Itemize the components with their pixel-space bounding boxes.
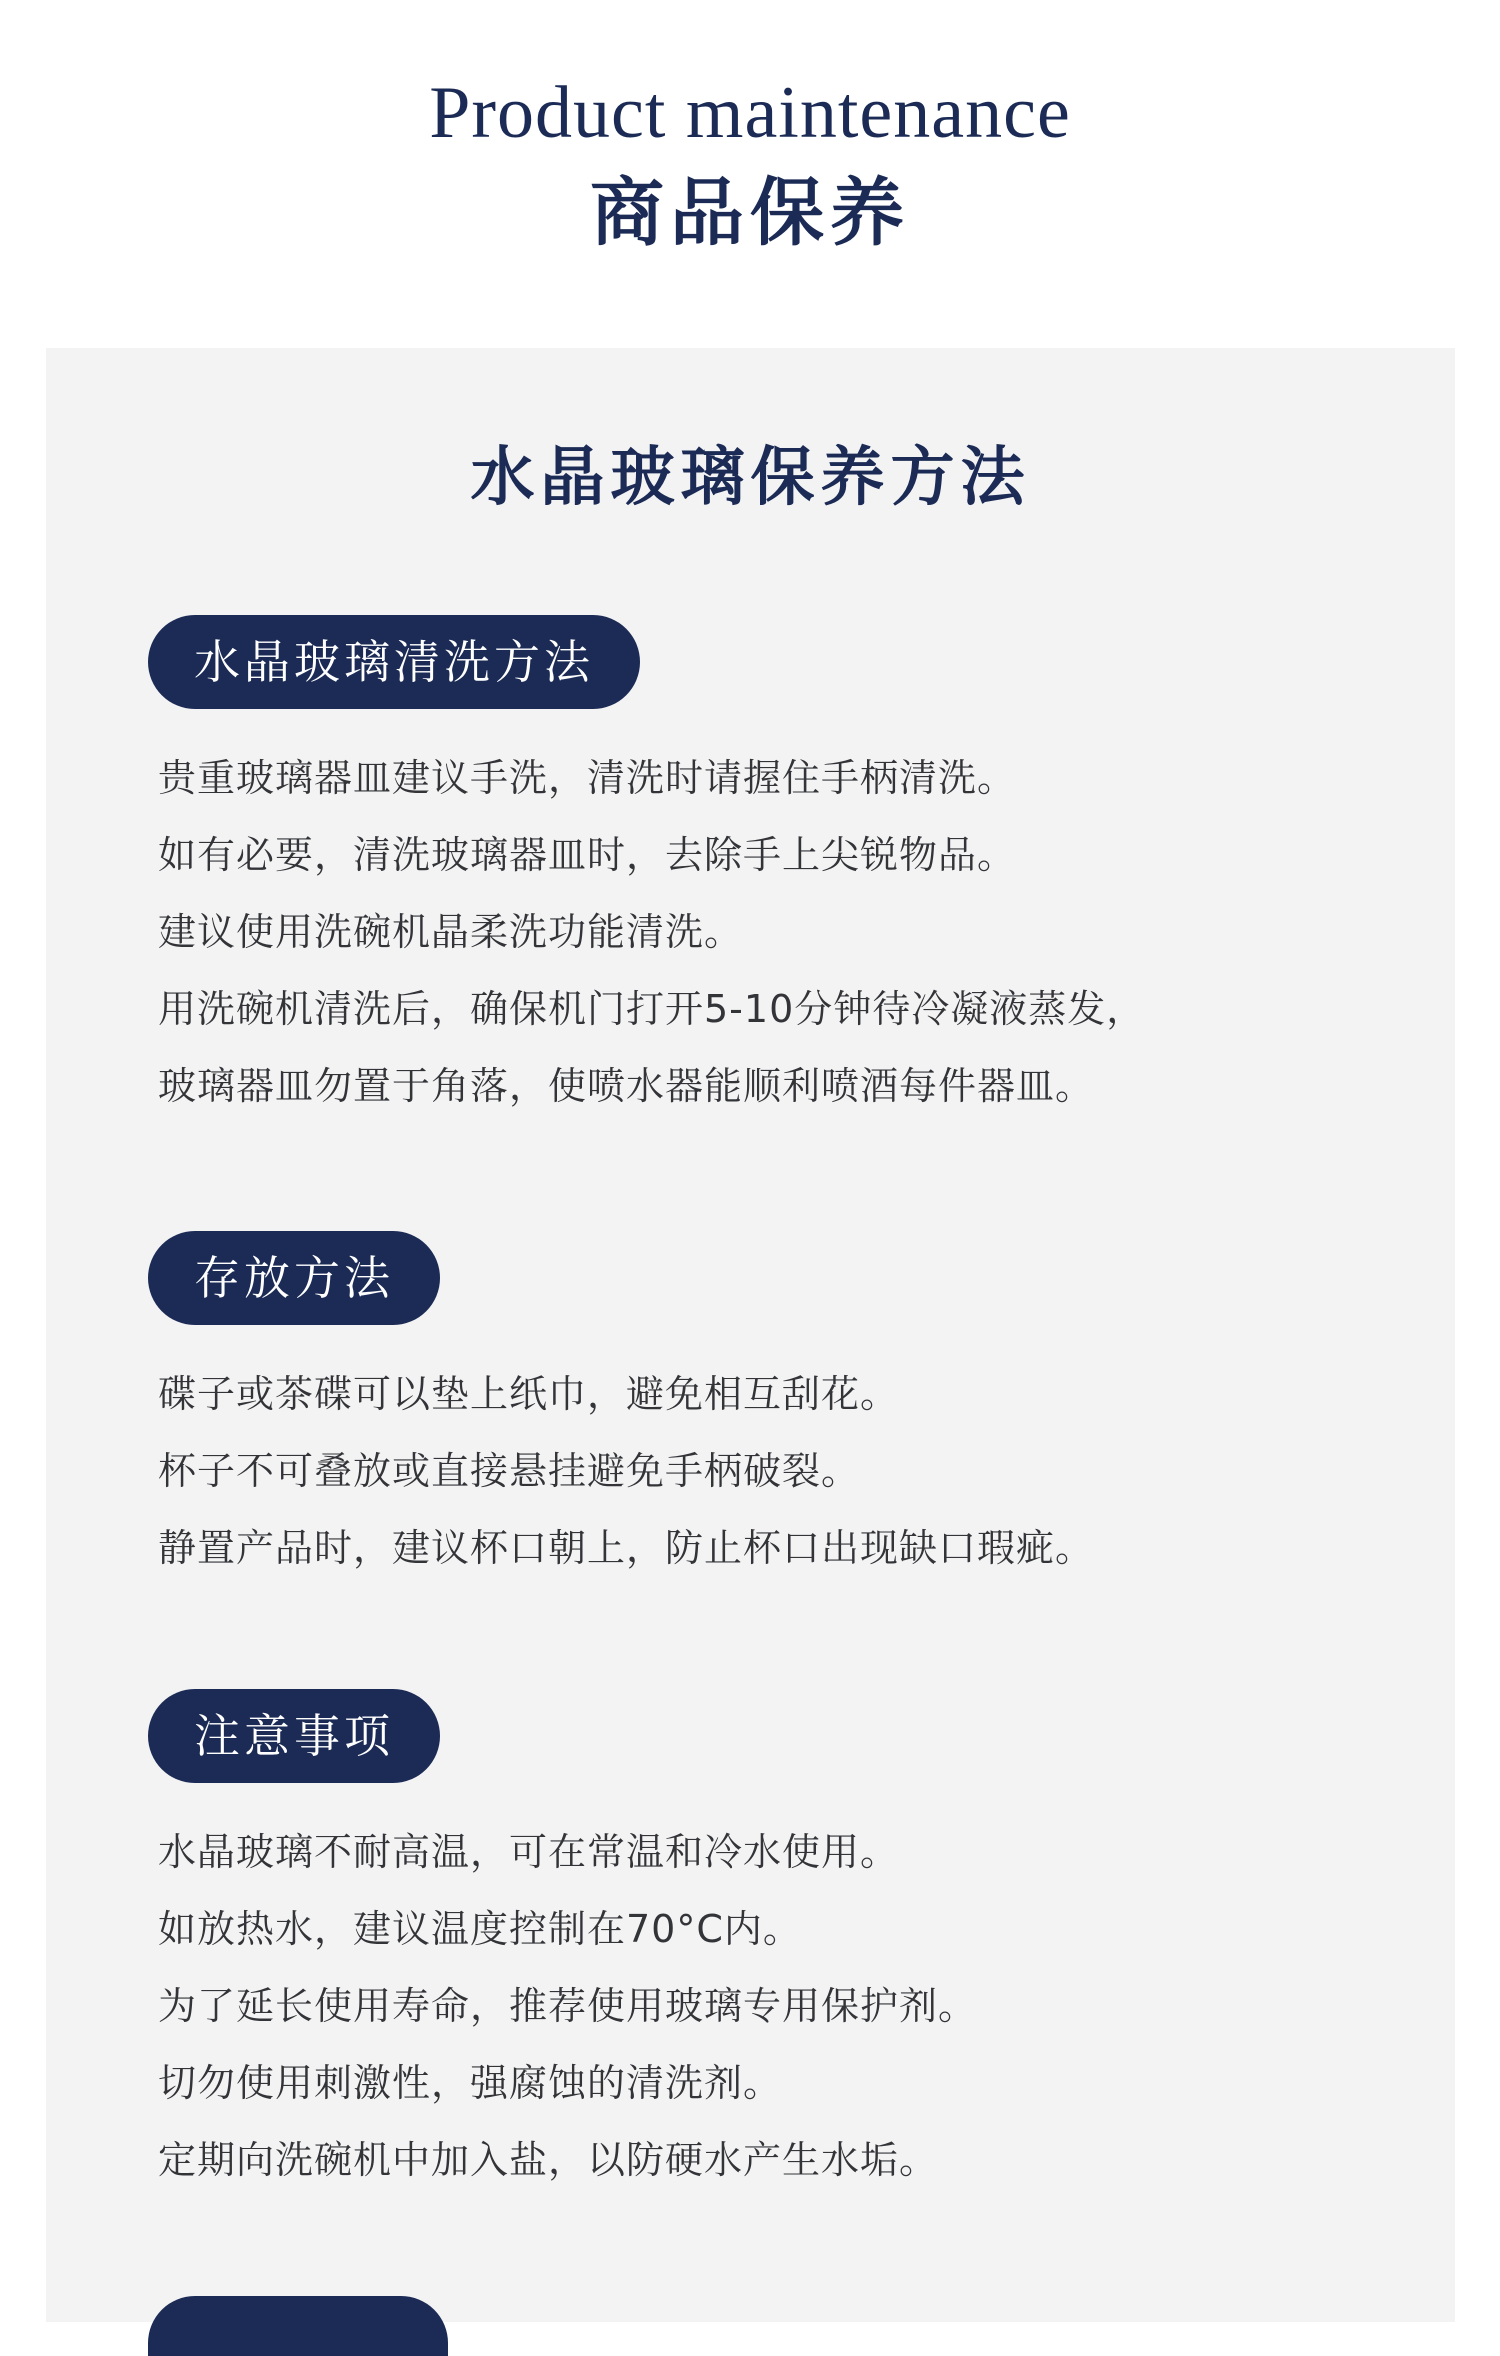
list-item: 用洗碗机清洗后，确保机门打开5-10分钟待冷凝液蒸发， <box>158 987 1146 1031</box>
list-item: 静置产品时，建议杯口朝上，防止杯口出现缺口瑕疵。 <box>158 1526 1095 1570</box>
list-item: 切勿使用刺激性，强腐蚀的清洗剂。 <box>158 2061 783 2105</box>
maintenance-panel <box>46 348 1455 2322</box>
list-item: 定期向洗碗机中加入盐，以防硬水产生水垢。 <box>158 2138 939 2182</box>
list-item: 为了延长使用寿命，推荐使用玻璃专用保护剂。 <box>158 1984 978 2028</box>
section-label-cutoff <box>148 2296 448 2356</box>
page-title-en: Product maintenance <box>429 72 1071 154</box>
cleaning-instructions <box>158 740 1145 1125</box>
page-title-cn: 商品保养 <box>590 170 910 256</box>
storage-instructions <box>158 1356 1094 1587</box>
section-label-cleaning: 水晶玻璃清洗方法 <box>148 615 640 709</box>
list-item: 如放热水，建议温度控制在70°C内。 <box>158 1907 802 1951</box>
panel-title: 水晶玻璃保养方法 <box>470 441 1031 515</box>
list-item: 玻璃器皿勿置于角落，使喷水器能顺利喷酒每件器皿。 <box>158 1064 1095 1108</box>
section-label-storage: 存放方法 <box>148 1231 440 1325</box>
list-item: 贵重玻璃器皿建议手洗，清洗时请握住手柄清洗。 <box>158 756 1017 800</box>
section-label-notes: 注意事项 <box>148 1689 440 1783</box>
list-item: 杯子不可叠放或直接悬挂避免手柄破裂。 <box>158 1449 861 1493</box>
list-item: 如有必要，清洗玻璃器皿时，去除手上尖锐物品。 <box>158 833 1017 877</box>
list-item: 水晶玻璃不耐高温，可在常温和冷水使用。 <box>158 1830 900 1874</box>
caution-notes <box>158 1814 977 2199</box>
list-item: 碟子或茶碟可以垫上纸巾，避免相互刮花。 <box>158 1372 900 1416</box>
list-item: 建议使用洗碗机晶柔洗功能清洗。 <box>158 910 744 954</box>
